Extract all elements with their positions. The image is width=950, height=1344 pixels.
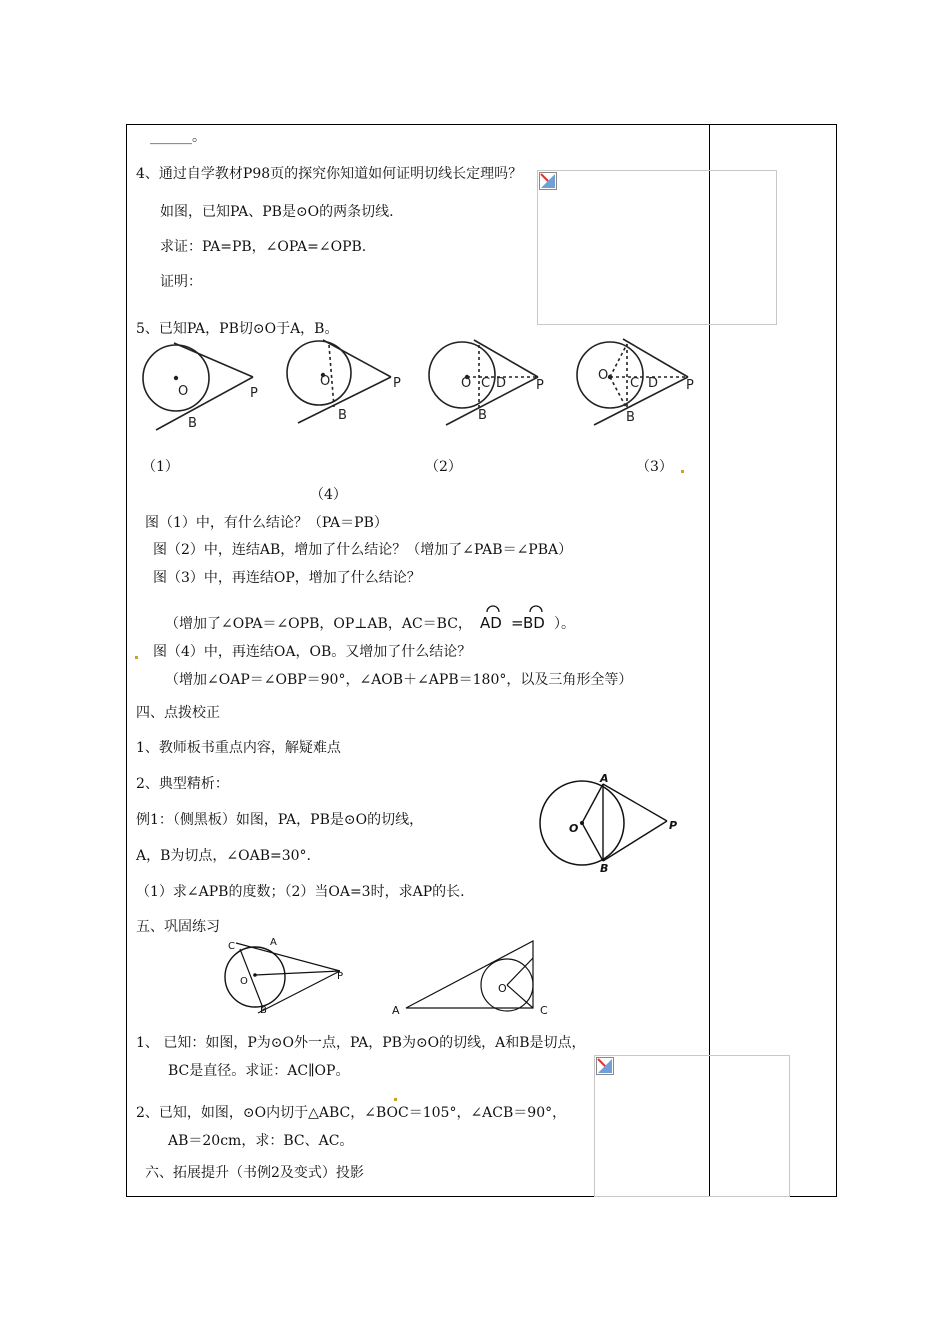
svg-text:O: O xyxy=(498,982,507,995)
svg-text:B: B xyxy=(260,1005,267,1016)
figure-2-caption: （2） xyxy=(425,459,462,475)
question-4-proof: 证明： xyxy=(160,274,202,290)
svg-text:P: P xyxy=(250,386,258,401)
practice-2-line-1: 2、已知，如图，⊙O内切于△ABC，∠BOC＝105°，∠ACB＝90°， xyxy=(136,1105,567,1121)
conclusion-3: 图（3）中，再连结OP，增加了什么结论？ xyxy=(153,570,421,586)
svg-text:O: O xyxy=(240,976,248,987)
svg-text:P: P xyxy=(686,378,694,393)
section-6-heading: 六、拓展提升（书例2及变式）投影 xyxy=(145,1165,364,1181)
svg-text:O: O xyxy=(569,822,579,835)
svg-text:=: = xyxy=(511,614,524,632)
svg-text:B: B xyxy=(188,416,197,431)
conclusion-1: 图（1）中，有什么结论？（PA＝PB） xyxy=(145,515,388,531)
example-1-line-3: （1）求∠APB的度数；（2）当OA=3时，求AP的长. xyxy=(136,884,465,900)
svg-text:AD: AD xyxy=(480,614,502,632)
broken-image-icon xyxy=(596,1057,614,1075)
tangent-progression-figure xyxy=(136,335,708,435)
svg-text:C: C xyxy=(228,941,235,952)
svg-text:O: O xyxy=(320,374,331,389)
svg-text:O: O xyxy=(461,376,472,391)
question-5: 5、已知PA，PB切⊙O于A，B。 xyxy=(136,321,339,337)
question-4-prove: 求证：PA=PB，∠OPA=∠OPB. xyxy=(160,239,367,255)
practice-2-line-2: AB＝20cm，求：BC、AC。 xyxy=(168,1133,354,1149)
conclusion-3-answer: （增加了∠OPA＝∠OPB，OP⊥AB，AC＝BC， xyxy=(165,616,472,632)
svg-text:A: A xyxy=(270,937,277,948)
practice-1-line-2: BC是直径。求证：AC∥OP。 xyxy=(168,1063,350,1079)
svg-text:P: P xyxy=(393,376,401,391)
example-1-line-1: 例1：（侧黑板）如图，PA，PB是⊙O的切线， xyxy=(136,812,424,828)
svg-text:B: B xyxy=(478,408,487,423)
arc-equality xyxy=(478,602,554,632)
example-1-line-2: A，B为切点，∠OAB=30°. xyxy=(136,848,311,864)
svg-text:P: P xyxy=(669,819,678,832)
conclusion-3-answer-end: ）。 xyxy=(554,616,575,632)
svg-text:BD: BD xyxy=(523,614,545,632)
svg-text:P: P xyxy=(337,971,344,982)
figure-3-caption: （3） xyxy=(636,459,673,475)
conclusion-4-answer: （增加∠OAP＝∠OBP＝90°，∠AOB＋∠APB＝180°，以及三角形全等） xyxy=(165,672,633,688)
svg-text:B: B xyxy=(338,408,347,423)
section-4-item-1: 1、教师板书重点内容，解疑难点 xyxy=(136,740,341,756)
section-4-item-2: 2、典型精析： xyxy=(136,776,229,792)
svg-text:A: A xyxy=(392,1004,400,1017)
svg-text:B: B xyxy=(600,862,609,874)
svg-text:C: C xyxy=(630,376,640,391)
image-placeholder-1 xyxy=(537,170,777,325)
svg-text:O: O xyxy=(598,368,609,383)
section-4-heading: 四、点拨校正 xyxy=(136,705,220,721)
example-1-figure xyxy=(534,774,684,874)
svg-text:O: O xyxy=(178,384,189,399)
practice-2-figure xyxy=(390,938,555,1018)
figure-4-caption: （4） xyxy=(310,487,347,503)
question-4-given: 如图，已知PA、PB是⊙O的两条切线. xyxy=(160,204,394,220)
svg-text:B: B xyxy=(626,410,635,425)
blank-tail: ______。 xyxy=(150,129,206,145)
practice-1-line-1: 1、 已知：如图，P为⊙O外一点，PA，PB为⊙O的切线，A和B是切点， xyxy=(136,1035,586,1051)
svg-text:A: A xyxy=(600,774,609,785)
image-placeholder-2 xyxy=(594,1055,790,1197)
broken-image-icon xyxy=(539,172,557,190)
conclusion-2: 图（2）中，连结AB，增加了什么结论？（增加了∠PAB＝∠PBA） xyxy=(153,542,573,558)
mark-dot xyxy=(681,470,684,473)
mark-dot xyxy=(394,1098,397,1101)
svg-text:C: C xyxy=(481,376,491,391)
mark-dot xyxy=(135,656,138,659)
section-5-heading: 五、巩固练习 xyxy=(136,919,220,935)
figure-1-caption: （1） xyxy=(142,459,179,475)
svg-text:D: D xyxy=(496,376,507,391)
conclusion-4: 图（4）中，再连结OA，OB。又增加了什么结论？ xyxy=(153,644,472,660)
svg-text:P: P xyxy=(536,378,544,393)
svg-text:C: C xyxy=(540,1004,548,1017)
svg-text:D: D xyxy=(648,376,659,391)
practice-1-figure xyxy=(222,937,347,1017)
question-4: 4、通过自学教材P98页的探究你知道如何证明切线长定理吗？ xyxy=(136,166,523,182)
